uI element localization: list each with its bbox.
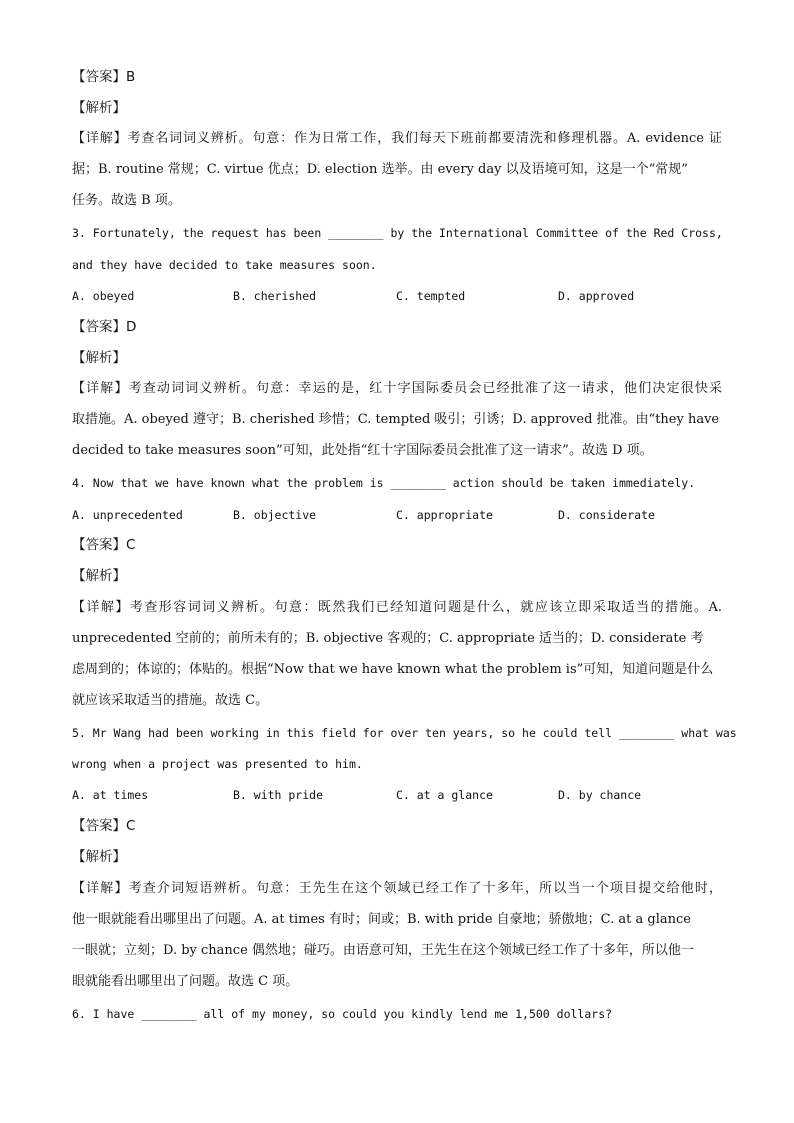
- option-d: D. approved: [558, 289, 635, 303]
- detail-text-line: 他一眼就能看出哪里出了问题。A. at times 有时；间或；B. with pride 自豪地；骄傲地；C. at a glance: [72, 912, 691, 927]
- answer-label: 【答案】C: [72, 818, 136, 834]
- detail-text-line: 就应该采取适当的措施。故选 C。: [72, 693, 269, 708]
- option-b: B. objective: [233, 508, 317, 522]
- question-stem: 6. I have ________ all of my money, so could you kindly lend me 1,500 dollars?: [72, 1007, 613, 1021]
- question-stem: 3. Fortunately, the request has been ________ by the International Committee of the Red Cross,: [72, 226, 723, 240]
- question-stem: and they have decided to take measures soon.: [72, 258, 377, 272]
- detail-text-line: 任务。故选 B 项。: [72, 193, 181, 208]
- analysis-label: 【解析】: [72, 100, 126, 116]
- analysis-label: 【解析】: [72, 849, 126, 865]
- option-b: B. cherished: [233, 289, 317, 303]
- detail-text-line: 眼就能看出哪里出了问题。故选 C 项。: [72, 974, 299, 989]
- option-b: B. with pride: [233, 788, 324, 802]
- analysis-label: 【解析】: [72, 350, 126, 366]
- option-d: D. by chance: [558, 788, 642, 802]
- detail-text-line: 一眼就；立刻；D. by chance 偶然地；碰巧。由语意可知，王先生在这个领域已经工作了十多年，所以他一: [72, 943, 694, 958]
- detail-text-line: unprecedented 空前的；前所未有的；B. objective 客观的；C. appropriate 适当的；D. considerate 考: [72, 631, 704, 646]
- question-stem: 4. Now that we have known what the problem is ________ action should be taken immediately.: [72, 476, 696, 490]
- option-d: D. considerate: [558, 508, 655, 522]
- detail-text-line: 取措施。A. obeyed 遵守；B. cherished 珍惜；C. tempted 吸引；引诱；D. approved 批准。由“they have: [72, 412, 720, 427]
- detail-text-line: 【详解】考查动词词义辨析。句意：幸运的是，红十字国际委员会已经批准了这一请求，他们决定很快采: [72, 381, 722, 396]
- option-a: A. at times: [72, 788, 149, 802]
- option-c: C. tempted: [396, 289, 466, 303]
- answer-label: 【答案】C: [72, 537, 136, 553]
- detail-text-line: 【详解】考查形容词词义辨析。句意：既然我们已经知道问题是什么，就应该立即采取适当的措施。A.: [72, 600, 722, 615]
- question-stem: 5. Mr Wang had been working in this field for over ten years, so he could tell ________ what was: [72, 726, 737, 740]
- answer-label: 【答案】B: [72, 69, 136, 85]
- analysis-label: 【解析】: [72, 568, 126, 584]
- question-stem: wrong when a project was presented to him.: [72, 757, 363, 771]
- answer-label: 【答案】D: [72, 319, 137, 335]
- detail-text-line: 据；B. routine 常规；C. virtue 优点；D. election 选举。由 every day 以及语境可知，这是一个“常规”: [72, 162, 688, 177]
- detail-text-line: decided to take measures soon”可知，此处指“红十字国际委员会批准了这一请求”。故选 D 项。: [72, 443, 653, 458]
- option-c: C. appropriate: [396, 508, 493, 522]
- detail-text-line: 【详解】考查名词词义辨析。句意：作为日常工作，我们每天下班前都要清洗和修理机器。A. evidence 证: [72, 131, 722, 146]
- detail-text-line: 【详解】考查介词短语辨析。句意：王先生在这个领域已经工作了十多年，所以当一个项目提交给他时，: [72, 881, 722, 896]
- option-c: C. at a glance: [396, 788, 493, 802]
- option-a: A. obeyed: [72, 289, 135, 303]
- detail-text-line: 虑周到的；体谅的；体贴的。根据“Now that we have known what the problem is”可知，知道问题是什么: [72, 662, 714, 677]
- option-a: A. unprecedented: [72, 508, 183, 522]
